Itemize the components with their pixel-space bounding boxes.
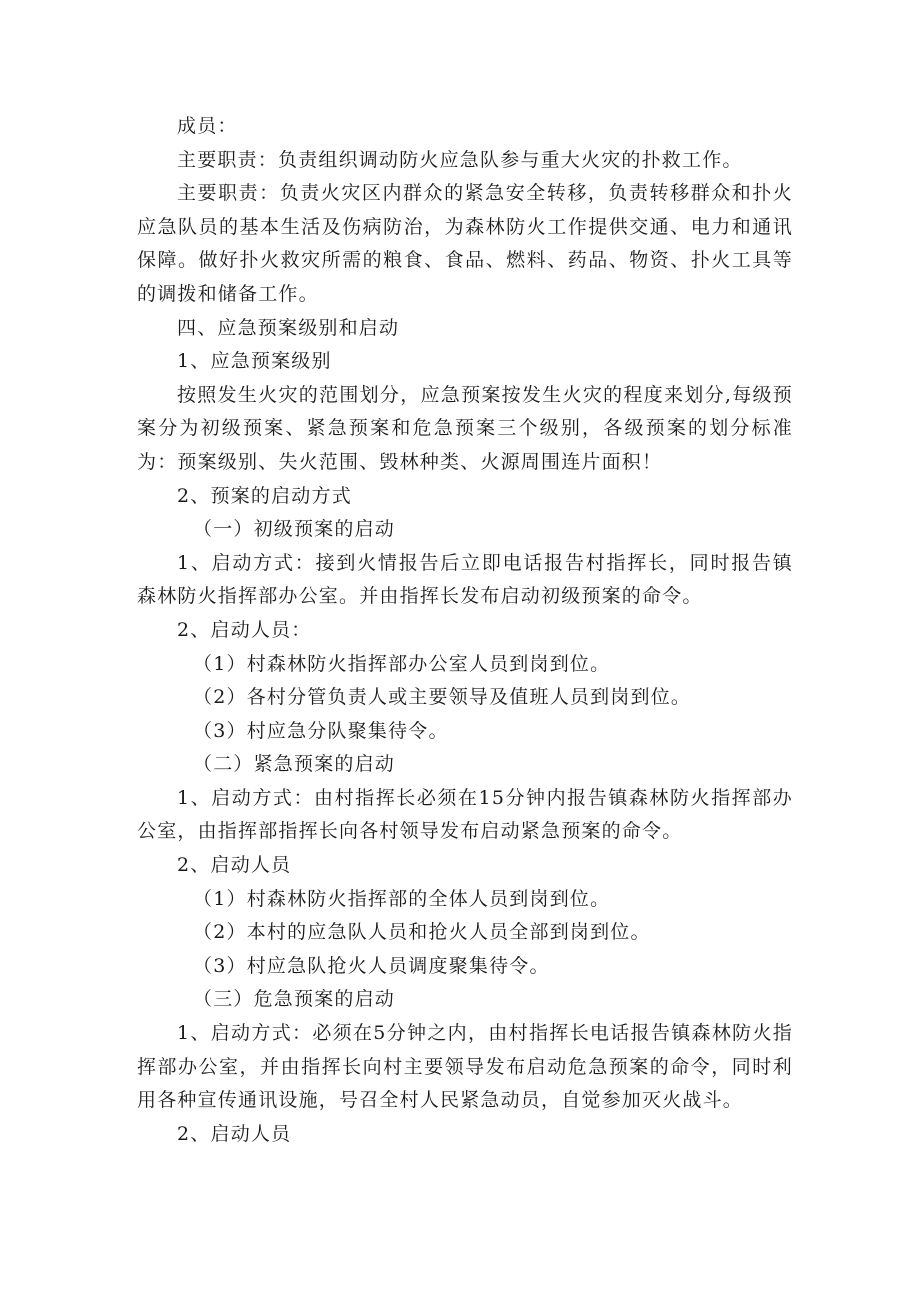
- paragraph: 主要职责：负责组织调动防火应急队参与重大火灾的扑救工作。: [177, 148, 743, 171]
- paragraph: 2、启动人员: [177, 854, 292, 877]
- list-item: （2）各村分管负责人或主要领导及值班人员到岗到位。: [193, 686, 692, 709]
- list-item: （3）村应急分队聚集待令。: [193, 719, 449, 742]
- paragraph: 2、启动人员：: [177, 618, 312, 641]
- paragraph: 成员：: [177, 115, 238, 137]
- list-item: （3）村应急队抢火人员调度聚集待令。: [193, 954, 550, 977]
- subsection-heading: （三）危急预案的启动: [193, 988, 396, 1011]
- paragraph: 主要职责：负责火灾区内群众的紧急安全转移，负责转移群众和扑火应急队员的基本生活及伤病防治，为森林防火工作提供交通、电力和通讯保障。做好扑火救灾所需的粮食、食品、燃料、药品、物资、扑火工具等的调拨和储备工作。: [137, 182, 793, 305]
- paragraph: 1、启动方式：接到火情报告后立即电话报告村指挥长，同时报告镇森林防火指挥部办公室。并由指挥长发布启动初级预案的命令。: [137, 551, 793, 608]
- paragraph: 按照发生火灾的范围划分，应急预案按发生火灾的程度来划分,每级预案分为初级预案、紧急预案和危急预案三个级别，各级预案的划分标准为：预案级别、失火范围、毁林种类、火源周围连片面积！: [137, 383, 793, 473]
- subsection-heading: 1、应急预案级别: [177, 350, 332, 373]
- paragraph: 1、启动方式：由村指挥长必须在15分钟内报告镇森林防火指挥部办公室，由指挥部指挥长向各村领导发布启动紧急预案的命令。: [137, 786, 793, 843]
- paragraph: 1、启动方式：必须在5分钟之内，由村指挥长电话报告镇森林防火指挥部办公室，并由指挥长向村主要领导发布启动危急预案的命令，同时利用各种宣传通讯设施，号召全村人民紧急动员，自觉参加灭火战斗。: [137, 1022, 793, 1112]
- subsection-heading: （一）初级预案的启动: [193, 518, 396, 541]
- document-body: [137, 110, 793, 1151]
- subsection-heading: （二）紧急预案的启动: [193, 753, 396, 776]
- list-item: （1）村森林防火指挥部办公室人员到岗到位。: [193, 652, 611, 675]
- list-item: （1）村森林防火指挥部的全体人员到岗到位。: [193, 887, 611, 910]
- paragraph: 2、启动人员: [177, 1122, 292, 1145]
- subsection-heading: 2、预案的启动方式: [177, 484, 352, 507]
- list-item: （2）本村的应急队人员和抢火人员全部到岗到位。: [193, 921, 651, 944]
- section-heading: 四、应急预案级别和启动: [177, 316, 400, 339]
